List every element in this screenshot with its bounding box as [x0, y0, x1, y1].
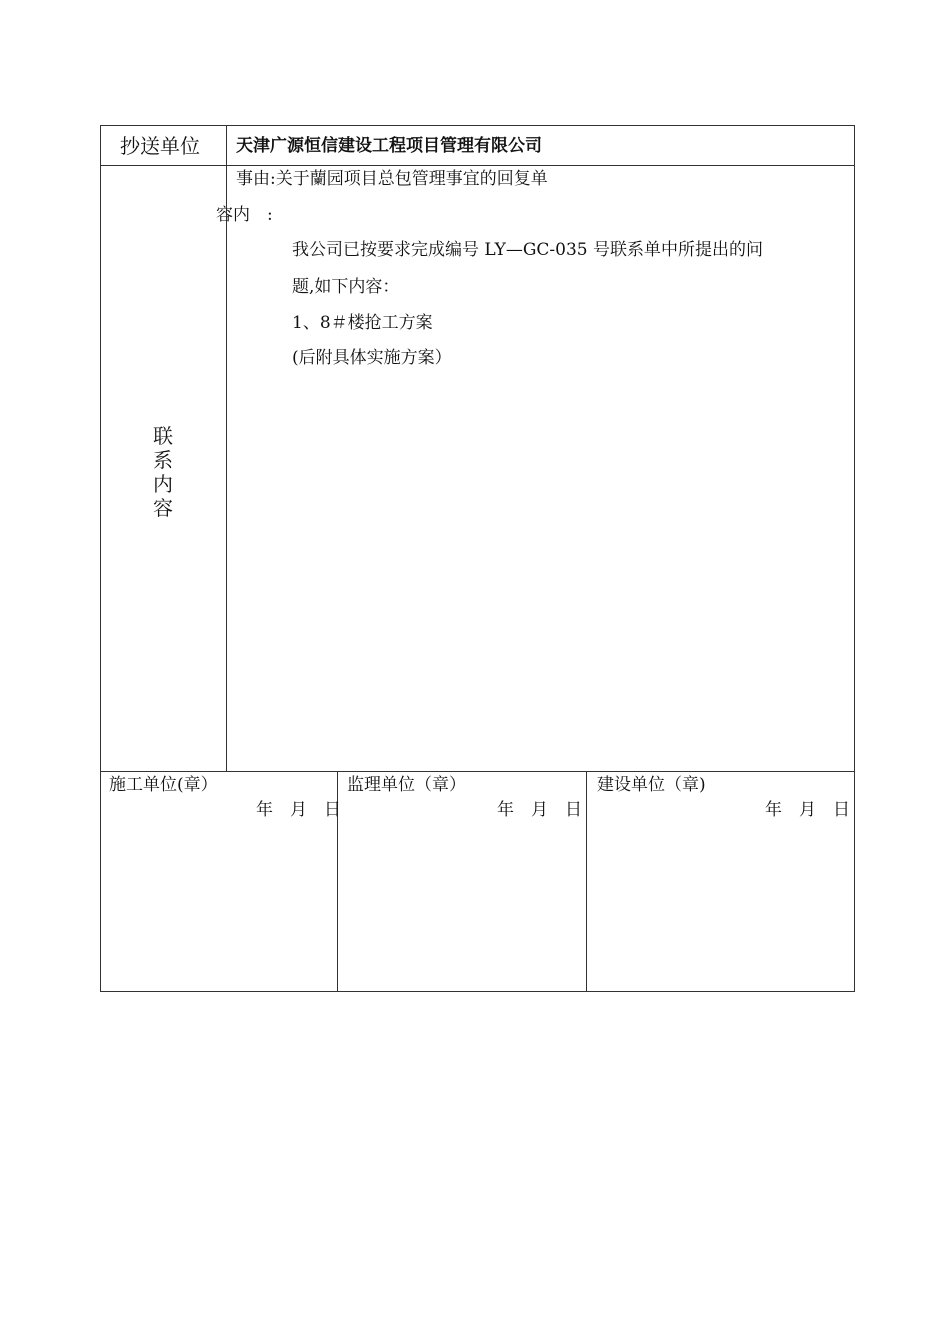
- construction-unit-date: 年 月 日: [256, 800, 341, 820]
- construction-unit-label: 施工单位(章）: [109, 775, 218, 795]
- body-line-2: 题,如下内容：: [292, 277, 400, 297]
- body-line-1: 我公司已按要求完成编号 LY—GC-035 号联系单中所提出的问: [292, 240, 764, 260]
- attachment-note: (后附具体实施方案）: [292, 348, 452, 368]
- owner-unit-date: 年 月 日: [765, 800, 850, 820]
- footer-divider-2: [586, 771, 587, 991]
- table-bottom-border: [100, 991, 855, 992]
- table-left-border: [100, 125, 101, 992]
- supervision-unit-label: 监理单位（章）: [347, 775, 466, 795]
- content-label: 容内 :: [216, 205, 273, 225]
- cc-value: 天津广源恒信建设工程项目管理有限公司: [236, 136, 542, 156]
- table-right-border: [854, 125, 855, 992]
- table-top-border: [100, 125, 855, 126]
- content-side-label: 联系内容: [153, 424, 173, 520]
- owner-unit-label: 建设单位（章): [597, 775, 706, 795]
- row1-bottom-border: [100, 165, 855, 166]
- supervision-unit-date: 年 月 日: [497, 800, 582, 820]
- item-1: 1、8＃楼抢工方案: [292, 313, 433, 333]
- subject-line: 事由:关于蘭园项目总包管理事宜的回复单: [236, 169, 548, 189]
- content-bottom-border: [100, 771, 855, 772]
- cc-label: 抄送单位: [120, 134, 200, 158]
